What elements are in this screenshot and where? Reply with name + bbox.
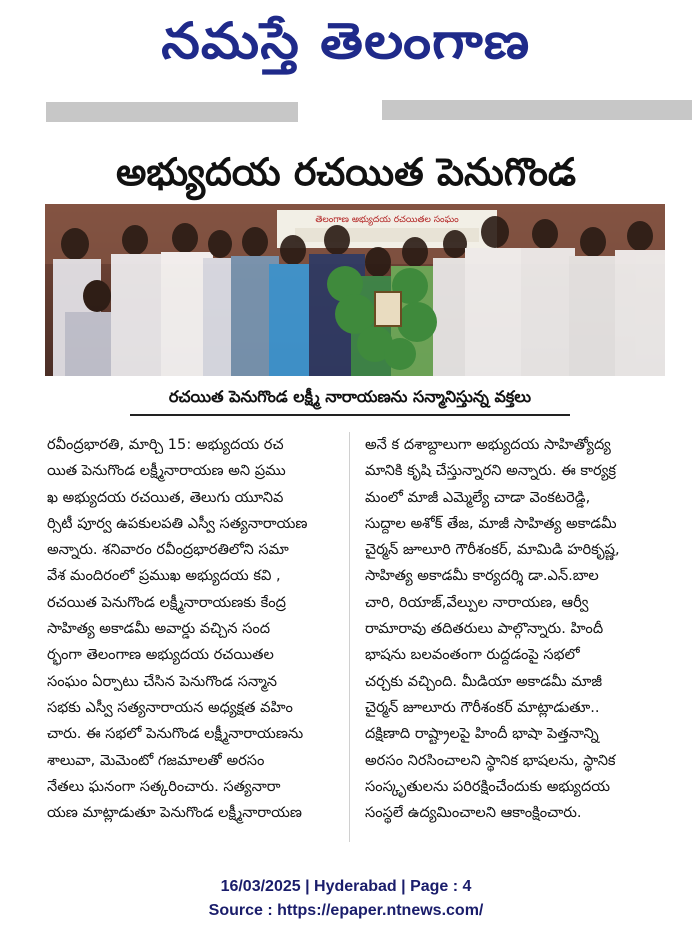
text-line: వేశ మందిరంలో ప్రముఖ అభ్యుదయ కవి ,: [47, 567, 281, 585]
text-line: చారు. ఈ సభలో పెనుగొండ లక్ష్మీనారాయణను: [47, 725, 304, 743]
article-right-column: [365, 432, 665, 826]
text-line: చైర్మన్ జూలూరు గౌరీశంకర్ మాట్లాడుతూ..: [365, 698, 600, 716]
newspaper-masthead: [0, 6, 692, 76]
text-line: ర్సిటీ పూర్వ ఉపకులపతి ఎస్వీ సత్యనారాయణ: [47, 514, 308, 532]
masthead-title: నమస్తే తెలంగాణ: [161, 12, 531, 70]
text-line: యణ మాట్లాడుతూ పెనుగొండ లక్ష్మీనారాయణ: [47, 804, 302, 822]
text-line: అనే క దశాబ్దాలుగా అభ్యుదయ సాహిత్యోద్య: [365, 436, 611, 453]
photo-caption: రచయిత పెనుగొండ లక్ష్మీ నారాయణను సన్మానిస్తున్న వక్తలు: [130, 380, 570, 416]
text-line: సాహిత్య అకాడమీ అవార్డు వచ్చిన సంద: [47, 620, 271, 638]
text-line: దక్షిణాది రాష్ట్రాలపై హిందీ భాషా పెత్తనాన్ని: [365, 725, 599, 743]
text-line: చారి, రియాజ్,వేల్పుల నారాయణ, ఆర్వీ: [365, 593, 589, 611]
text-line: అన్నారు. శనివారం రవీంద్రభారతిలోని సమా: [47, 541, 289, 559]
text-line: భాషను బలవంతంగా రుద్దడంపై సభలో: [365, 646, 580, 664]
text-line: చర్చకు వచ్చింది. మీడియా అకాడమీ మాజీ: [365, 672, 603, 690]
text-line: సంఘం ఏర్పాటు చేసిన పెనుగొండ సన్మాన: [47, 672, 277, 690]
text-line: ఖ అభ్యుదయ రచయిత, తెలుగు యూనివ: [47, 488, 284, 506]
text-line: రవీంద్రభారతి, మార్చి 15: అభ్యుదయ రచ: [47, 436, 284, 453]
article-headline: అభ్యుదయ రచయిత పెనుగొండ: [115, 150, 577, 194]
footer-source-link[interactable]: Source : https://epaper.ntnews.com/: [208, 902, 484, 919]
text-line: సంస్కృతులను పరిరక్షించేందుకు అభ్యుదయ: [365, 777, 611, 795]
photo-banner-text: తెలంగాణ అభ్యుదయ రచయితల సంఘం: [315, 215, 459, 225]
text-line: రామారావు తదితరులు పాల్గొన్నారు. హిందీ: [365, 620, 604, 638]
text-line: సంస్థలే ఉద్యమించాలని ఆకాంక్షించారు.: [365, 804, 582, 822]
text-line: ర్భంగా తెలంగాణ అభ్యుదయ రచయితల: [47, 646, 274, 664]
column-divider: [349, 432, 350, 842]
text-line: నేతలు ఘనంగా సత్కరించారు. సత్యనారా: [47, 777, 281, 795]
text-line: యిత పెనుగొండ లక్ష్మీనారాయణ అని ప్రము: [47, 462, 286, 480]
article-photo: [45, 204, 665, 376]
header-rule-right: [382, 100, 692, 120]
text-line: మానికి కృషి చేస్తున్నారని అన్నారు. ఈ కార్యక్ర: [365, 462, 617, 480]
header-rule-left: [46, 102, 298, 122]
text-line: సాహిత్య అకాడమీ కార్యదర్శి డా.ఎన్.బాల: [365, 567, 599, 585]
text-line: అరసం నిరసించాలని స్థానిక భాషలను, స్థానిక: [365, 751, 616, 769]
footer-dateline: 16/03/2025 | Hyderabad | Page : 4: [220, 878, 472, 895]
text-line: సభకు ఎస్వీ సత్యనారాయన అధ్యక్షత వహిం: [47, 698, 293, 716]
text-line: చైర్మన్ జూలూరి గౌరీశంకర్, మామిడి హరికృష్ణ,: [365, 541, 620, 559]
text-line: రచయిత పెనుగొండ లక్ష్మీనారాయణకు కేంద్ర: [47, 593, 286, 611]
text-line: శాలువా, మెమెంటో గజమాలతో అరసం: [47, 751, 265, 769]
text-line: మంలో మాజీ ఎమ్మెల్యే చాడా వెంకటరెడ్డి,: [365, 488, 591, 506]
article-left-column: [47, 432, 345, 826]
text-line: సుద్దాల అశోక్ తేజ, మాజీ సాహిత్య అకాడమీ: [365, 514, 617, 532]
